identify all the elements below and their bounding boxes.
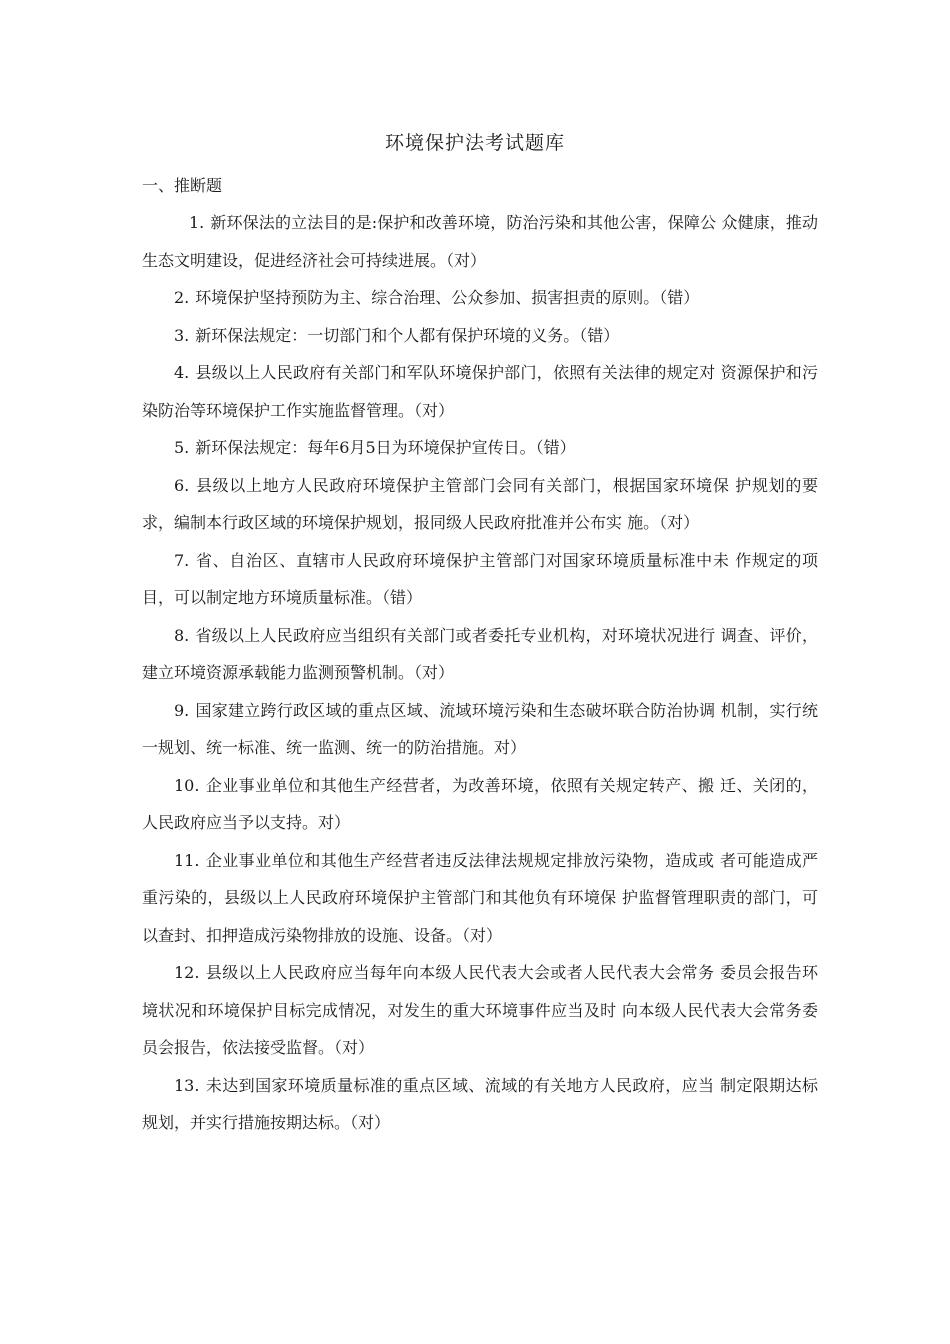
question-list xyxy=(142,204,818,1142)
question-text: 新环保法的立法目的是:保护和改善环境，防治污染和其他公害，保障公 众健康，推动生态文明建设，促进经济社会可持续进展。（对） xyxy=(142,213,818,270)
section-heading: 一、推断题 xyxy=(142,176,223,195)
question-item xyxy=(142,842,818,955)
question-number: 11. xyxy=(174,850,200,870)
question-item xyxy=(142,542,818,617)
question-item xyxy=(142,617,818,692)
question-number: 7. xyxy=(174,550,190,570)
question-number: 1. xyxy=(189,213,205,232)
question-item xyxy=(142,692,818,767)
question-text: 省级以上人民政府应当组织有关部门或者委托专业机构，对环境状况进行 调查、评价，建立环境资源承载能力监测预警机制。（对） xyxy=(142,625,818,682)
question-text: 县级以上人民政府有关部门和军队环境保护部门，依照有关法律的规定对 资源保护和污染防治等环境保护工作实施监督管理。（对） xyxy=(142,363,818,420)
question-item xyxy=(142,767,818,842)
question-number: 9. xyxy=(174,700,190,720)
question-item xyxy=(142,467,818,542)
question-number: 2. xyxy=(174,288,190,307)
question-text: 未达到国家环境质量标准的重点区域、流域的有关地方人民政府，应当 制定限期达标规划，并实行措施按期达标。（对） xyxy=(142,1075,818,1132)
document-title: 环境保护法考试题库 xyxy=(384,132,565,154)
question-number: 12. xyxy=(174,963,200,982)
question-text: 新环保法规定：每年6月5日为环境保护宣传日。（错） xyxy=(195,438,576,457)
question-text: 县级以上人民政府应当每年向本级人民代表大会或者人民代表大会常务 委员会报告环境状况和环境保护目标完成情况，对发生的重大环境事件应当及时 向本级人民代表大会常务委员会报告，依法接受监督。（对） xyxy=(142,963,818,1057)
question-number: 10. xyxy=(174,775,200,795)
question-number: 13. xyxy=(174,1075,200,1095)
question-text: 新环保法规定：一切部门和个人都有保护环境的义务。（错） xyxy=(195,325,620,345)
question-item xyxy=(142,954,818,1067)
question-number: 3. xyxy=(174,325,190,345)
question-item xyxy=(142,317,818,355)
question-text: 省、自治区、直辖市人民政府环境保护主管部门对国家环境质量标准中未 作规定的项目，可以制定地方环境质量标准。（错） xyxy=(142,550,818,607)
question-number: 5. xyxy=(174,438,190,457)
question-text: 企业事业单位和其他生产经营者违反法律法规规定排放污染物，造成或 者可能造成严重污染的，县级以上人民政府环境保护主管部门和其他负有环境保 护监督管理职责的部门，可以查封、扣押造成污染物排放的设施、设备。（对） xyxy=(142,850,818,945)
question-text: 企业事业单位和其他生产经营者，为改善环境，依照有关规定转产、搬 迁、关闭的，人民政府应当予以支持。对） xyxy=(142,775,818,832)
question-text: 国家建立跨行政区域的重点区域、流域环境污染和生态破坏联合防治协调 机制，实行统一规划、统一标准、统一监测、统一的防治措施。对） xyxy=(142,700,818,757)
question-number: 6. xyxy=(174,475,190,495)
question-item xyxy=(142,204,818,279)
question-text: 环境保护坚持预防为主、综合治理、公众参加、损害担责的原则。（错） xyxy=(195,288,700,307)
question-item xyxy=(142,279,818,317)
question-text: 县级以上地方人民政府环境保护主管部门会同有关部门，根据国家环境保 护规划的要求，编制本行政区域的环境保护规划，报同级人民政府批准并公布实 施。（对） xyxy=(142,475,818,532)
question-number: 8. xyxy=(174,625,190,645)
question-number: 4. xyxy=(174,363,190,382)
question-item xyxy=(142,1067,818,1142)
question-item xyxy=(142,429,818,467)
question-item xyxy=(142,354,818,429)
